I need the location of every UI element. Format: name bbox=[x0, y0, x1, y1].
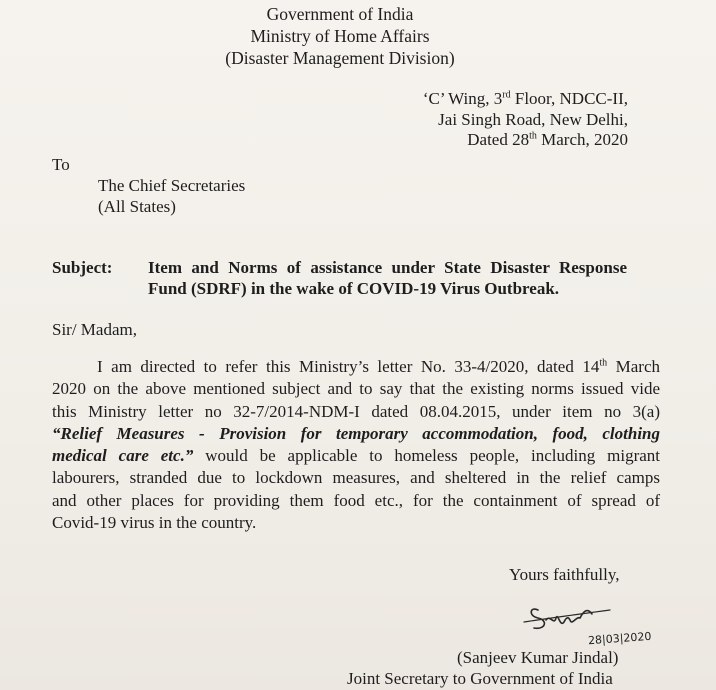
address-wing: ‘C’ Wing, 3rd Floor, NDCC-II, bbox=[422, 89, 628, 108]
header-division: (Disaster Management Division) bbox=[225, 48, 455, 68]
subject-label: Subject: bbox=[52, 258, 113, 277]
body-paragraph bbox=[52, 356, 660, 534]
body-line-6: labourers, stranded due to lockdown measures, and sheltered in the relief camps bbox=[52, 468, 660, 488]
body-line-1: I am directed to refer this Ministry’s letter No. 33-4/2020, dated 14th March bbox=[97, 357, 660, 376]
header-ministry: Ministry of Home Affairs bbox=[250, 26, 430, 46]
signatory-title: Joint Secretary to Government of India bbox=[347, 669, 613, 688]
body-line-3: this Ministry letter no 32-7/2014-NDM-I dated 08.04.2015, under item no 3(a) bbox=[52, 401, 660, 421]
subject-line2: Fund (SDRF) in the wake of COVID-19 Virus Outbreak. bbox=[148, 279, 560, 298]
closing: Yours faithfully, bbox=[509, 565, 620, 584]
handwritten-date: 28|03|2020 bbox=[587, 629, 652, 648]
body-line-7: and other places for providing them food etc., for the containment of spread of bbox=[52, 490, 660, 510]
recipient-line2: (All States) bbox=[98, 197, 176, 216]
letter-date: Dated 28th March, 2020 bbox=[467, 130, 628, 149]
body-line-2: 2020 on the above mentioned subject and to say that the existing norms issued vide bbox=[52, 379, 660, 399]
body-line-5: medical care etc.” would be applicable to homeless people, including migrant bbox=[52, 446, 661, 466]
body-line-8: Covid-19 virus in the country. bbox=[52, 513, 257, 533]
subject-line1: Item and Norms of assistance under State Disaster Response bbox=[148, 258, 627, 277]
salutation: Sir/ Madam, bbox=[52, 320, 137, 339]
body-line-4: “Relief Measures - Provision for temporary accommodation, food, clothing bbox=[52, 423, 660, 443]
signatory-name: (Sanjeev Kumar Jindal) bbox=[457, 648, 619, 667]
header-government: Government of India bbox=[266, 4, 414, 24]
recipient-line1: The Chief Secretaries bbox=[98, 176, 246, 195]
to-label: To bbox=[52, 155, 70, 174]
address-road: Jai Singh Road, New Delhi, bbox=[438, 110, 628, 129]
